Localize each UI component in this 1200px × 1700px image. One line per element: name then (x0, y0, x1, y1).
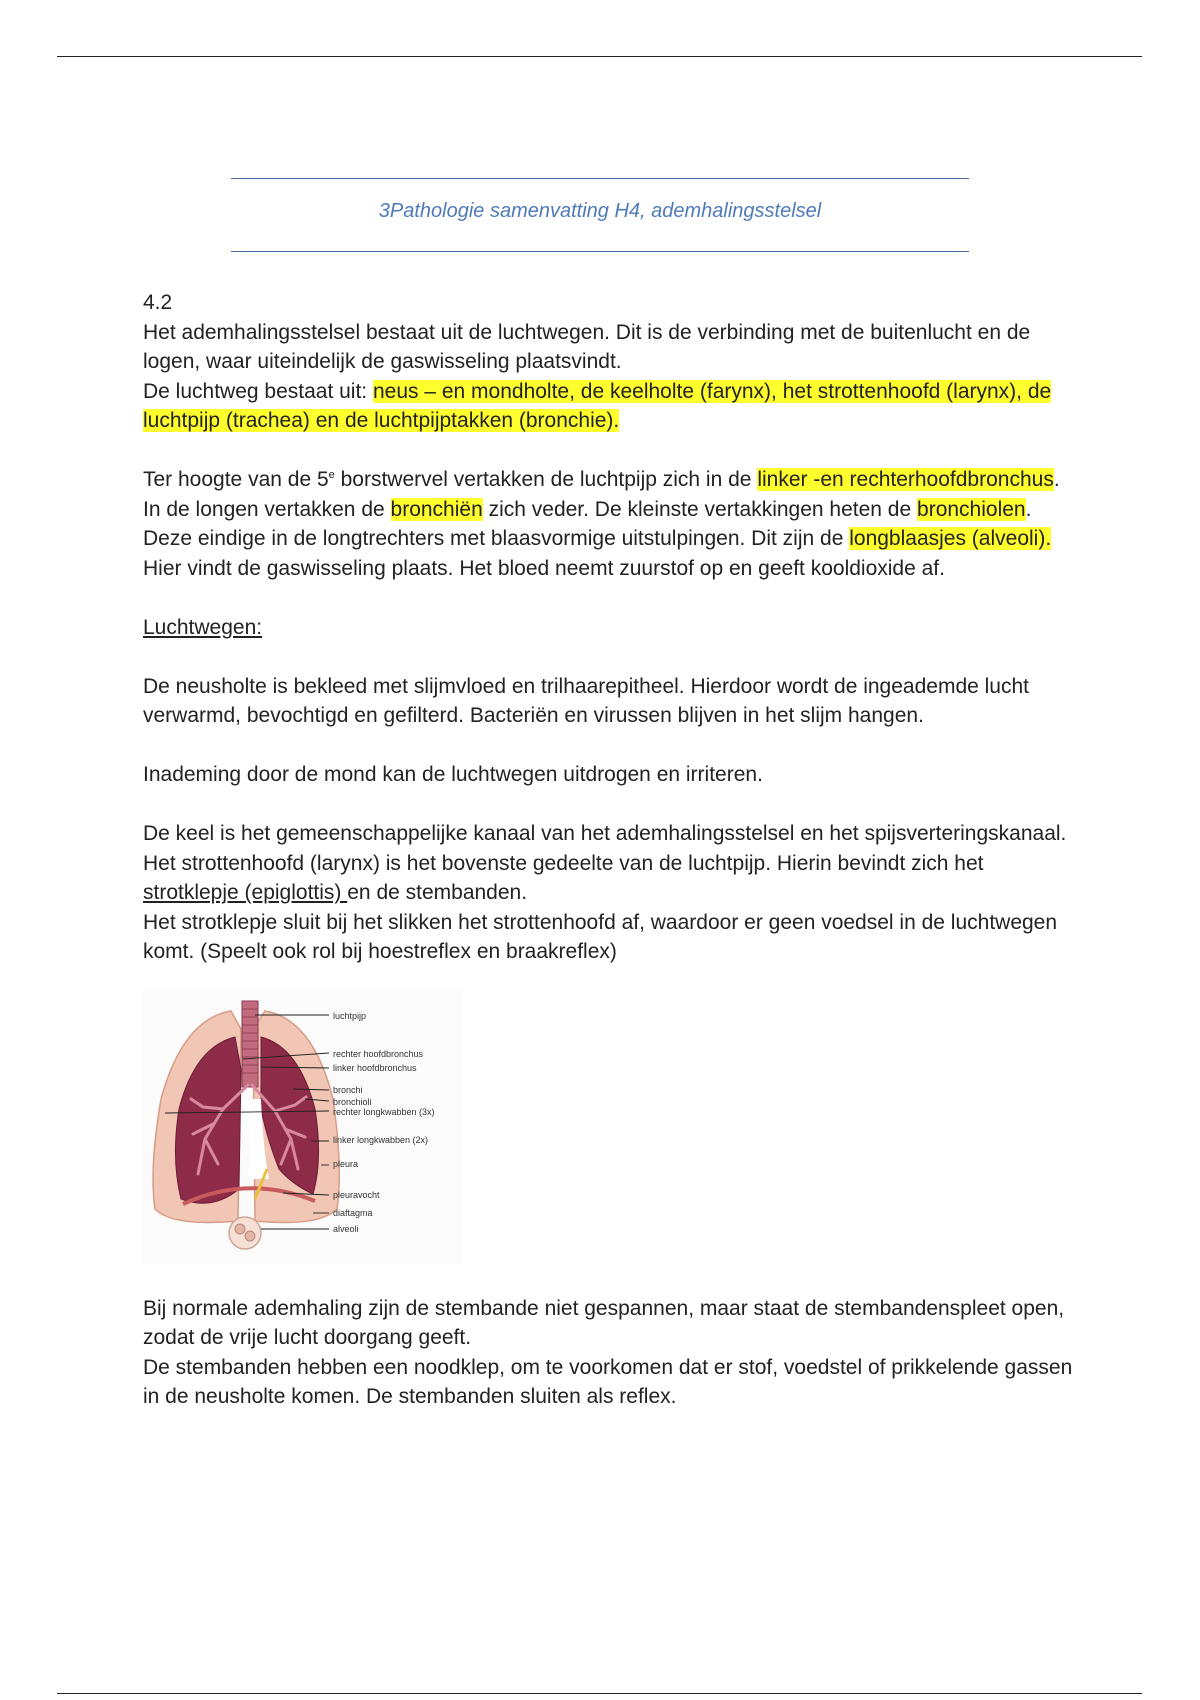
text-run: Ter hoogte van de 5 (143, 468, 329, 491)
lung-illustration (143, 989, 463, 1264)
paragraph-stembanden-open: Bij normale ademhaling zijn de stembande niet gespannen, maar staat de stembandenspleet open, zodat de vrije lucht doorgang geeft. (143, 1296, 1065, 1349)
paragraph-branching (143, 465, 1073, 583)
figure-label: linker hoofdbronchus (333, 1062, 417, 1073)
text-run: borstwervel vertakken de luchtpijp zich in de (334, 468, 758, 491)
lung-anatomy-figure (143, 989, 463, 1264)
title-rule-top (231, 178, 969, 179)
figure-label: pleuravocht (333, 1189, 380, 1200)
paragraph-intro: Het ademhalingsstelsel bestaat uit de luchtwegen. Dit is de verbinding met de buitenlucht en de logen, waar uiteindelijk de gaswisseling plaatsvindt. (143, 320, 1031, 373)
paragraph-strottenhoofd (143, 849, 1073, 908)
text-run: zich veder. De kleinste vertakkingen heten de (482, 497, 918, 521)
document-body (143, 288, 1073, 1412)
text-run: Het strottenhoofd (larynx) is het bovenste gedeelte van de luchtpijp. Hierin bevindt zich het (143, 851, 984, 875)
underlined-epiglottis: strotklepje (epiglottis) (143, 881, 348, 904)
subheading-luchtwegen: Luchtwegen: (143, 615, 263, 639)
title-rule-bottom (231, 251, 969, 252)
document-title: 3Pathologie samenvatting H4, ademhalingsstelsel (378, 200, 822, 222)
figure-label: bronchioli (333, 1096, 372, 1107)
highlight-alveoli: longblaasjes (alveoli). (849, 527, 1052, 550)
superscript: e (328, 469, 335, 481)
figure-label: bronchi (333, 1084, 363, 1095)
section-number: 4.2 (143, 291, 173, 314)
figure-label: rechter longkwabben (3x) (333, 1106, 435, 1117)
paragraph-keel: De keel is het gemeenschappelijke kanaal van het ademhalingsstelsel en het spijsverteringskanaal. (143, 822, 1067, 845)
figure-label: alveoli (333, 1223, 359, 1234)
paragraph-stembanden-reflex: De stembanden hebben een noodklep, om te voorkomen dat er stof, voedstel of prikkelende gassen in de neusholte komen. De stembanden sluiten als reflex. (143, 1355, 1073, 1408)
paragraph-neusholte: De neusholte is bekleed met slijmvloed en trilhaarepitheel. Hierdoor wordt de ingeademde lucht verwarmd, bevochtigd en gefilterd. Bacteriën en virussen blijven in het slijm hangen. (143, 674, 1029, 727)
highlight-airway-parts: neus – en mondholte, de keelholte (farynx), het strottenhoofd (larynx), de luchtpijp (trachea) en de luchtpijptakken (bronchie). (143, 379, 1052, 432)
figure-label: pleura (333, 1158, 359, 1169)
text-run: en de stembanden. (347, 881, 528, 904)
paragraph-strotklepje: Het strotklepje sluit bij het slikken het strottenhoofd af, waardoor er geen voedsel in de luchtwegen komt. (Speelt ook rol bij hoestreflex en braakreflex) (143, 910, 1058, 963)
text-run: . In de longen vertakken de (143, 468, 1060, 521)
highlight-bronchiolen: bronchiolen (917, 497, 1026, 521)
page-bottom-rule (57, 1693, 1142, 1694)
figure-label: linker longkwabben (2x) (333, 1134, 429, 1145)
airway-lead: De luchtweg bestaat uit: (143, 379, 373, 403)
paragraph-mondademhaling: Inademing door de mond kan de luchtwegen uitdrogen en irriteren. (143, 763, 763, 786)
paragraph-airway (143, 377, 1073, 436)
text-run: . Deze eindige in de longtrechters met blaasvormige uitstulpingen. Dit zijn de (143, 497, 1032, 550)
highlight-hoofdbronchus: linker -en rechterhoofdbronchus (757, 468, 1054, 491)
figure-label: diaftagma (333, 1207, 373, 1218)
page-top-rule (57, 56, 1142, 57)
figure-label: rechter hoofdbronchus (333, 1048, 424, 1059)
figure-label: luchtpijp (333, 1010, 367, 1021)
text-run: Hier vindt de gaswisseling plaats. Het bloed neemt zuurstof op en geeft kooldioxide af. (143, 556, 945, 580)
highlight-bronchien: bronchiën (390, 497, 483, 521)
